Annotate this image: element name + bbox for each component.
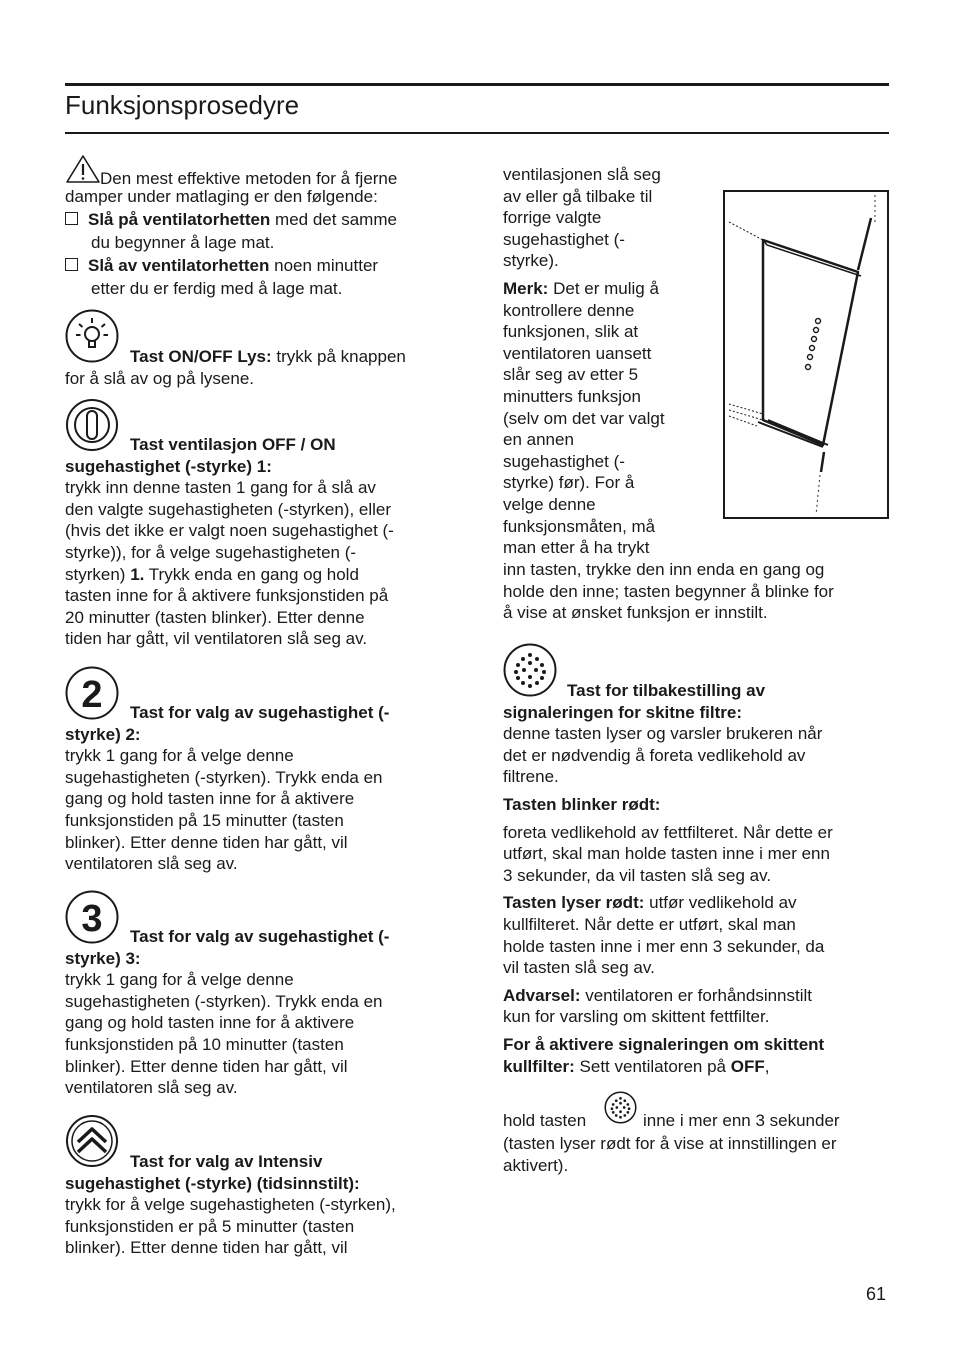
speed1-text: 20 minutter (tasten blinker). Etter denne <box>65 607 365 627</box>
hold-text: hold tasten <box>503 1111 587 1130</box>
checkbox-bullet-icon <box>65 212 78 225</box>
light-heading: Tast ON/OFF Lys: <box>130 347 272 366</box>
speed2-text: gang og hold tasten inne for å aktivere <box>65 789 355 809</box>
blink-text: utført, skal man holde tasten inne i mer enn <box>503 844 830 864</box>
merk-text: funksjonsmåten, må <box>503 516 656 536</box>
speed3-heading: Tast for valg av sugehastighet (- <box>130 927 390 946</box>
right-wide-block <box>503 559 893 624</box>
speed2-text: funksjonstiden på 15 minutter (tasten <box>65 810 344 830</box>
hood-illustration <box>723 190 889 519</box>
right-text: forrige valgte <box>503 208 602 228</box>
intro-line2: damper under matlaging er den følgende: <box>65 187 378 206</box>
right-text: av eller gå tilbake til <box>503 186 653 206</box>
merk-text: kontrollere denne <box>503 300 635 320</box>
speed1-text: styrken) <box>65 564 131 584</box>
right-top-block <box>503 164 723 559</box>
lit-text: utfør vedlikehold av <box>644 893 797 913</box>
bullet-text-cont: etter du er ferdig med å lage mat. <box>91 279 343 299</box>
page-number: 61 <box>866 1284 887 1304</box>
intensive-heading-2: sugehastighet (-styrke) (tidsinnstilt): <box>65 1173 360 1193</box>
speed2-text: trykk 1 gang for å velge denne <box>65 746 294 766</box>
filter-reset-small-icon <box>604 1091 637 1124</box>
merk-text: man etter å ha trykt <box>503 538 650 558</box>
hold-text: aktivert). <box>503 1155 569 1175</box>
intro-bullet-1 <box>65 209 465 254</box>
right-text: sugehastighet (- <box>503 229 625 249</box>
speed1-text: (hvis det ikke er valgt noen sugehastighet (- <box>65 521 394 541</box>
lit-text: kullfilteret. Når dette er utført, skal man <box>503 914 796 934</box>
activate-text: Sett ventilatoren på <box>574 1056 731 1076</box>
speed3-text: ventilatoren slå seg av. <box>65 1078 238 1098</box>
right-text: styrke). <box>503 251 559 271</box>
speed3-text: trykk 1 gang for å velge denne <box>65 970 294 990</box>
right-text: holde den inne; tasten begynner å blinke for <box>503 581 834 601</box>
speed1-text: tasten inne for å aktivere funksjonstiden på <box>65 586 389 606</box>
lit-text: vil tasten slå seg av. <box>503 958 655 978</box>
speed2-heading: Tast for valg av sugehastighet (- <box>130 703 390 722</box>
intensive-text: funksjonstiden er på 5 minutter (tasten <box>65 1216 355 1236</box>
warning-icon <box>65 154 101 184</box>
intro-bullet-2 <box>65 255 465 300</box>
lit-text: holde tasten inne i mer enn 3 sekunder, da <box>503 936 825 956</box>
bullet-text-cont: du begynner å lage mat. <box>91 233 275 253</box>
speed2-text: sugehastigheten (-styrken). Trykk enda en <box>65 767 383 787</box>
filter-block <box>503 680 893 1077</box>
lit-heading: Tasten lyser rødt: <box>503 893 645 913</box>
blink-heading: Tasten blinker rødt: <box>503 794 661 814</box>
merk-text: Det er mulig å <box>548 278 659 298</box>
filter-heading-2: signaleringen for skitne filtre: <box>503 702 742 722</box>
hold-text: (tasten lyser rødt for å vise at innstillingen er <box>503 1134 837 1153</box>
intensive-text: blinker). Etter denne tiden har gått, vil <box>65 1238 348 1258</box>
intensive-heading: Tast for valg av Intensiv <box>130 1152 323 1171</box>
speed1-text: tiden har gått, vil ventilatoren slå seg av. <box>65 629 368 649</box>
speed1-bold: 1. <box>130 564 145 584</box>
merk-text: minutters funksjon <box>503 386 641 406</box>
top-rule <box>65 83 889 86</box>
merk-text: funksjonen, slik at <box>503 322 639 342</box>
speed2-text: blinker). Etter denne tiden har gått, vil <box>65 832 348 852</box>
speed3-block <box>65 926 465 1099</box>
checkbox-bullet-icon <box>65 258 78 271</box>
title-rule <box>65 132 889 134</box>
blink-text: foreta vedlikehold av fettfilteret. Når dette er <box>503 822 833 842</box>
bullet-bold: Slå på ventilatorhetten <box>88 210 271 229</box>
speed1-text: den valgte sugehastigheten (-styrken), eller <box>65 499 392 519</box>
light-bulb-icon <box>65 309 119 363</box>
filter-text: det er nødvendig å foreta vedlikehold av <box>503 745 806 765</box>
activate-comma: , <box>764 1056 770 1076</box>
speed3-text: sugehastigheten (-styrken). Trykk enda en <box>65 991 383 1011</box>
speed1-heading-2: sugehastighet (-styrke) 1: <box>65 456 272 476</box>
blink-text: 3 sekunder, da vil tasten slå seg av. <box>503 865 772 885</box>
speed3-text: blinker). Etter denne tiden har gått, vil <box>65 1056 348 1076</box>
filter-text: filtrene. <box>503 767 559 787</box>
warning-text: kun for varsling om skittent fettfilter. <box>503 1007 770 1027</box>
merk-text: sugehastighet (- <box>503 451 625 471</box>
speed2-block <box>65 702 465 875</box>
svg-text:2: 2 <box>81 674 103 716</box>
speed1-text: Trykk enda en gang og hold <box>144 564 359 584</box>
speed3-heading-2: styrke) 3: <box>65 948 141 968</box>
light-line2: for å slå av og på lysene. <box>65 369 255 388</box>
activate-heading-2: kullfilter: <box>503 1056 575 1076</box>
speed1-heading: Tast ventilasjon OFF / ON <box>130 435 336 454</box>
filter-text: denne tasten lyser og varsler brukeren når <box>503 724 823 744</box>
activate-heading: For å aktivere signaleringen om skittent <box>503 1034 825 1054</box>
speed3-text: gang og hold tasten inne for å aktivere <box>65 1013 355 1033</box>
right-text: å vise at ønsket funksjon er innstilt. <box>503 603 768 623</box>
speed2-heading-2: styrke) 2: <box>65 724 141 744</box>
bullet-text: noen minutter <box>269 256 379 275</box>
speed3-text: funksjonstiden på 10 minutter (tasten <box>65 1034 344 1054</box>
speed1-text: styrke)), for å velge sugehastigheten (- <box>65 542 357 562</box>
warning-label: Advarsel: <box>503 985 581 1005</box>
bullet-bold: Slå av ventilatorhetten <box>88 256 270 275</box>
merk-label: Merk: <box>503 278 549 298</box>
svg-text:3: 3 <box>81 898 103 940</box>
bullet-text: med det samme <box>270 210 397 229</box>
speed1-text: trykk inn denne tasten 1 gang for å slå av <box>65 478 376 498</box>
hold-line-b: inne i mer enn 3 sekunder <box>643 1111 840 1130</box>
warning-text: ventilatoren er forhåndsinnstilt <box>580 985 813 1005</box>
right-text: ventilasjonen slå seg <box>503 165 661 184</box>
merk-text: (selv om det var valgt <box>503 408 665 428</box>
light-line1 <box>130 346 406 368</box>
speed2-text: ventilatoren slå seg av. <box>65 854 238 874</box>
right-text: inn tasten, trykke den inn enda en gang og <box>503 560 825 579</box>
light-text: trykk på knappen <box>271 347 406 366</box>
intensive-block <box>65 1151 465 1259</box>
activate-off: OFF <box>730 1056 765 1076</box>
speed1-block <box>65 434 465 650</box>
intensive-text: trykk for å velge sugehastigheten (-styrken), <box>65 1195 396 1215</box>
page-title: Funksjonsprosedyre <box>65 90 300 120</box>
merk-text: styrke) før). For å <box>503 473 635 493</box>
filter-heading: Tast for tilbakestilling av <box>567 681 766 700</box>
merk-text: en annen <box>503 430 574 450</box>
hold-line <box>503 1110 586 1132</box>
merk-text: velge denne <box>503 494 596 514</box>
hold-block <box>503 1133 893 1176</box>
merk-text: slår seg av etter 5 <box>503 365 639 385</box>
merk-text: ventilatoren uansett <box>503 343 652 363</box>
intro-line1: Den mest effektive metoden for å fjerne <box>100 169 398 188</box>
